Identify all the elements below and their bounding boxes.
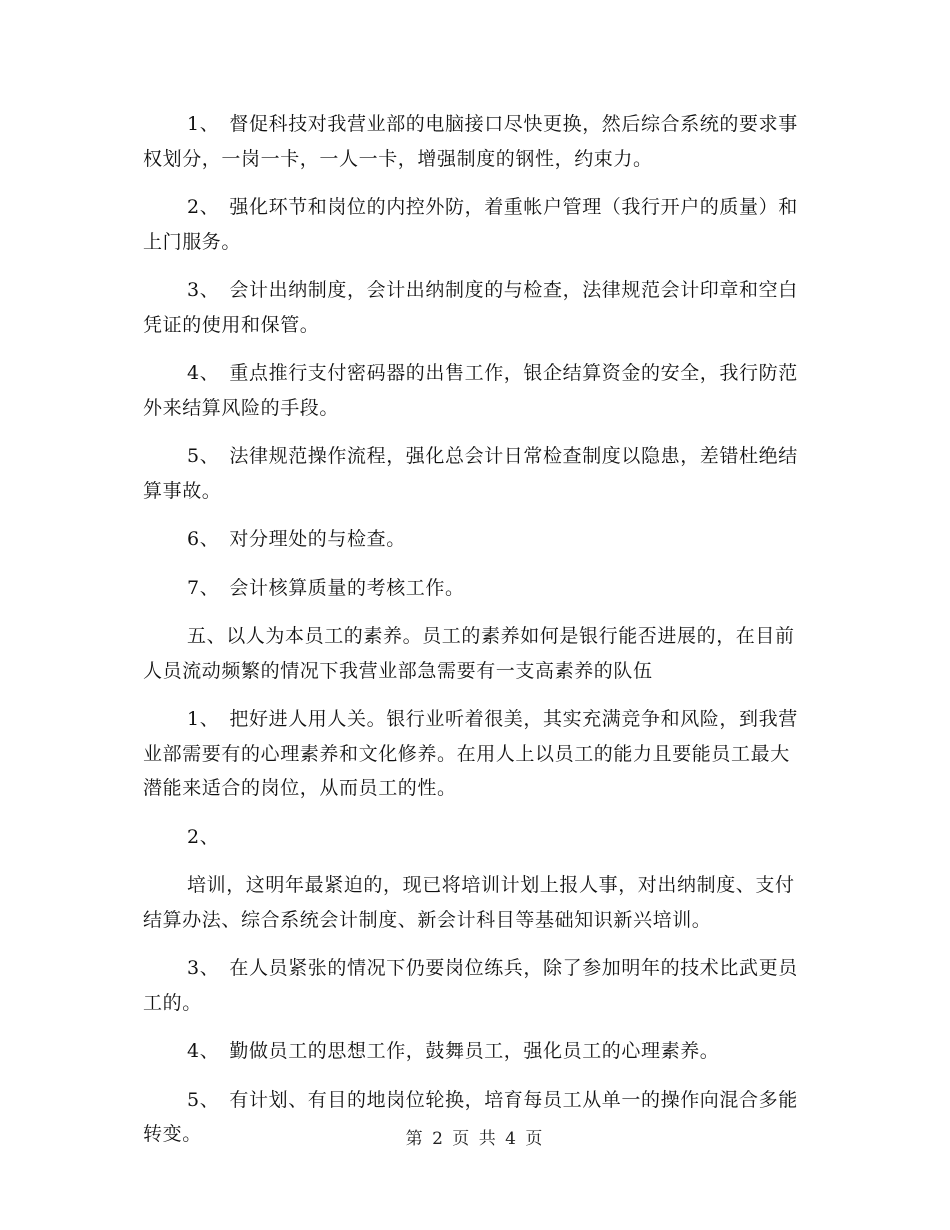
section-five-heading: 五、以人为本员工的素养。员工的素养如何是银行能否进展的，在目前人员流动频繁的情况下我营业部急需要有一支高素养的队伍 xyxy=(143,625,795,682)
paragraph-item-7: 7、 会计核算质量的考核工作。 xyxy=(187,576,465,599)
page-number-footer: 第 2 页 共 4 页 xyxy=(405,1129,545,1149)
paragraph-item-1: 1、 督促科技对我营业部的电脑接口尽快更换，然后综合系统的要求事权划分，一岗一卡，一人一卡，增强制度的钢性，约束力。 xyxy=(143,113,798,170)
document-body xyxy=(143,107,807,1166)
paragraph-item-1-staff: 1、 把好进人用人关。银行业听着很美，其实充满竞争和风险，到我营业部需要有的心理素养和文化修养。在用人上以员工的能力且要能员工最大潜能来适合的岗位，从而员工的性。 xyxy=(143,708,798,799)
paragraph-item-3-staff: 3、 在人员紧张的情况下仍要岗位练兵，除了参加明年的技术比武更员工的。 xyxy=(143,957,798,1014)
paragraph-item-4: 4、 重点推行支付密码器的出售工作，银企结算资金的安全，我行防范外来结算风险的手段。 xyxy=(143,362,798,419)
paragraph-training: 培训，这明年最紧迫的，现已将培训计划上报人事，对出纳制度、支付结算办法、综合系统会计制度、新会计科目等基础知识新兴培训。 xyxy=(143,874,795,931)
paragraph-item-5: 5、 法律规范操作流程，强化总会计日常检查制度以隐患，差错杜绝结算事故。 xyxy=(143,445,798,502)
paragraph-item-2: 2、 强化环节和岗位的内控外防，着重帐户管理（我行开户的质量）和上门服务。 xyxy=(143,196,798,253)
paragraph-item-3: 3、 会计出纳制度，会计出纳制度的与检查，法律规范会计印章和空白凭证的使用和保管。 xyxy=(143,279,798,336)
paragraph-item-5-staff: 5、 有计划、有目的地岗位轮换，培育每员工从单一的操作向混合多能转变。 xyxy=(143,1088,798,1145)
paragraph-item-6: 6、 对分理处的与检查。 xyxy=(187,528,406,550)
paragraph-item-4-staff: 4、 勤做员工的思想工作，鼓舞员工，强化员工的心理素养。 xyxy=(187,1040,720,1062)
paragraph-item-2-staff: 2、 xyxy=(187,825,220,848)
